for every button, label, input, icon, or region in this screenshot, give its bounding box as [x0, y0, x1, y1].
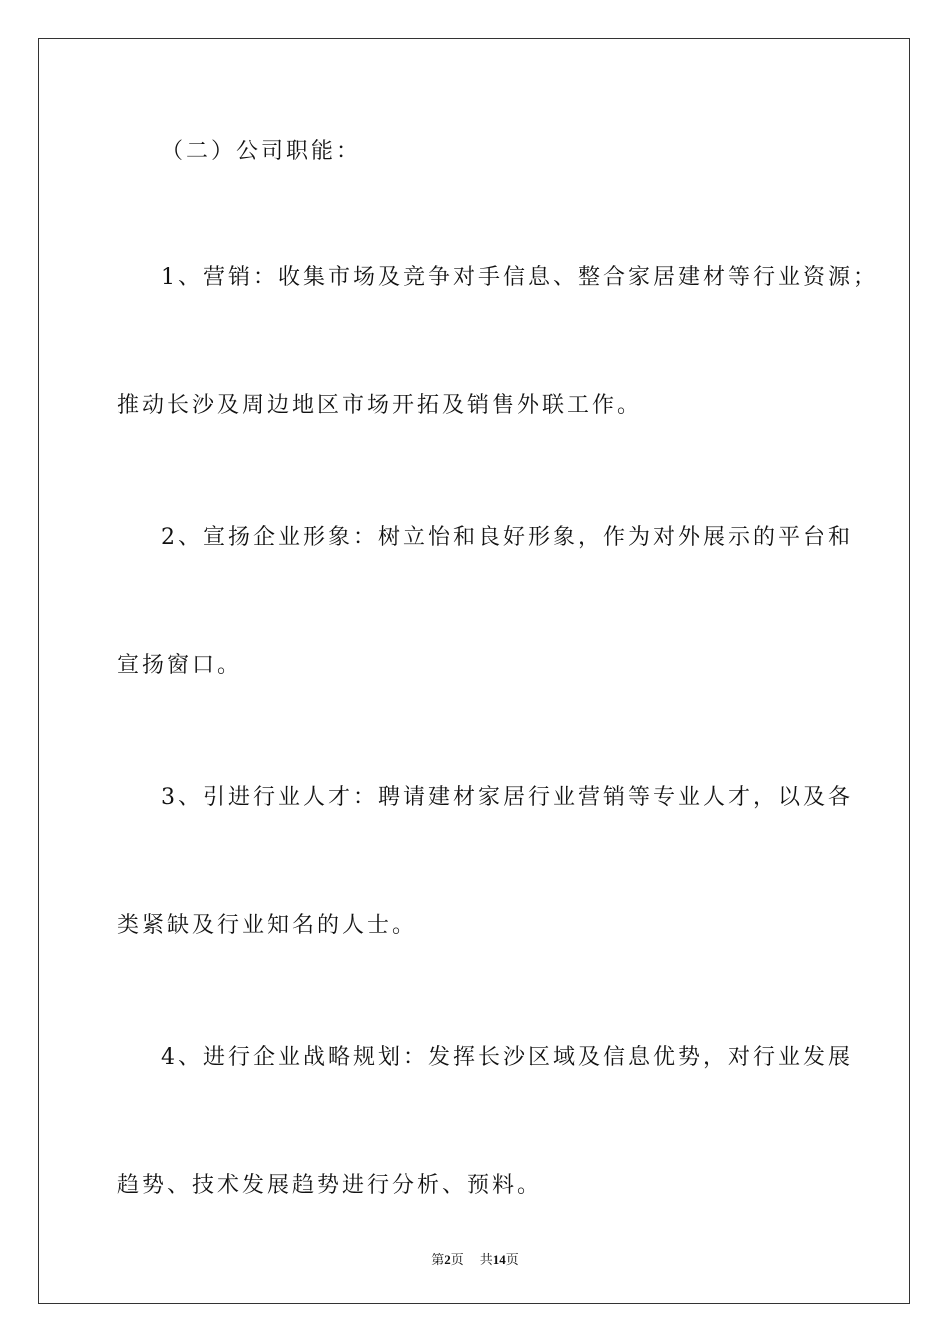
- page-footer: [39, 1251, 911, 1269]
- paragraph-2-line-2: 宣扬窗口。: [117, 653, 243, 678]
- footer-page-prefix: 第: [431, 1252, 445, 1267]
- paragraph-2-line-1: 2、宣扬企业形象：树立怡和良好形象，作为对外展示的平台和: [161, 525, 853, 550]
- paragraph-3-line-2: 类紧缺及行业知名的人士。: [117, 913, 418, 938]
- footer-total-number: 14: [492, 1252, 506, 1267]
- paragraph-4-line-2: 趋势、技术发展趋势进行分析、预料。: [117, 1173, 543, 1198]
- paragraph-4-line-1: 4、进行企业战略规划：发挥长沙区域及信息优势，对行业发展: [161, 1045, 853, 1070]
- paragraph-3-line-1: 3、引进行业人才：聘请建材家居行业营销等专业人才，以及各: [161, 785, 853, 810]
- paragraph-1-line-1: 1、营销：收集市场及竞争对手信息、整合家居建材等行业资源；: [161, 265, 878, 290]
- section-heading: （二）公司职能：: [161, 139, 362, 164]
- page-frame: [38, 38, 910, 1304]
- footer-total-suffix: 页: [505, 1252, 519, 1267]
- footer-page-number: 2: [444, 1252, 451, 1267]
- footer-total-prefix: 共: [479, 1252, 493, 1267]
- footer-page-suffix: 页: [450, 1252, 464, 1267]
- paragraph-1-line-2: 推动长沙及周边地区市场开拓及销售外联工作。: [117, 393, 643, 418]
